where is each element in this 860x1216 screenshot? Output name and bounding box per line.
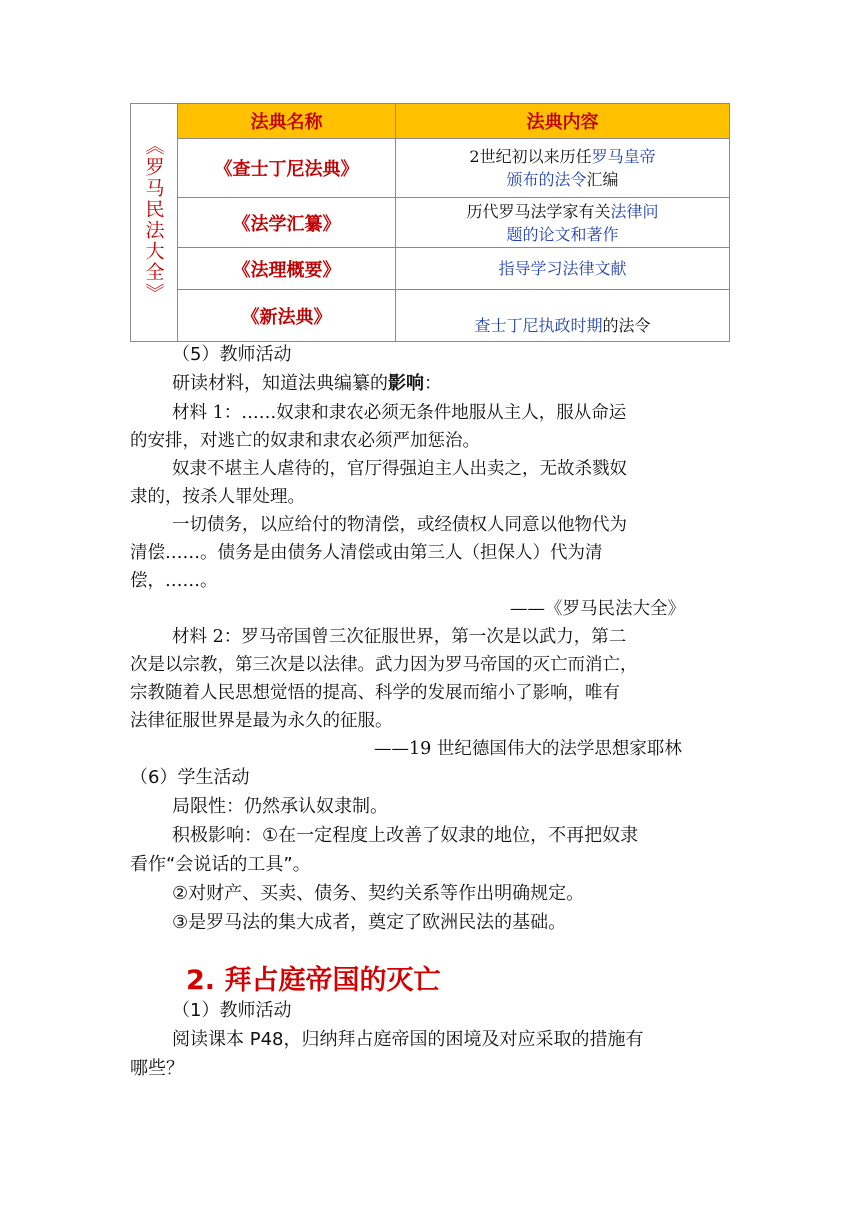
material2-line: 次是以宗教，第三次是以法律。武力因为罗马帝国的灭亡而消亡，: [130, 655, 638, 675]
code-content: 历代罗马法学家有关法律问 题的论文和著作: [396, 198, 730, 248]
section6-line: 积极影响：①在一定程度上改善了奴隶的地位，不再把奴隶: [172, 825, 639, 846]
code-name: 《查士丁尼法典》: [178, 139, 396, 198]
code-name: 《新法典》: [178, 290, 396, 342]
table-row: [131, 139, 730, 198]
material1-line: 一切债务，以应给付的物清偿，或经债权人同意以他物代为: [172, 515, 627, 535]
table-row: [131, 290, 730, 342]
material1-line: 偿，……。: [130, 571, 218, 591]
section6-line: ③是罗马法的集大成者，奠定了欧洲民法的基础。: [172, 912, 567, 933]
part2-line: 哪些？: [130, 1058, 184, 1079]
code-name: 《法学汇纂》: [178, 198, 396, 248]
table-row: [131, 248, 730, 290]
table-side-label: 《罗马民法大全》: [131, 104, 178, 342]
part2-title: （1）教师活动: [172, 1000, 292, 1021]
header-content: 法典内容: [396, 104, 730, 139]
section6-line: 看作“会说话的工具”。: [130, 854, 311, 875]
section6-title: （6）学生活动: [130, 767, 250, 788]
section5-intro: 研读材料，知道法典编纂的影响：: [172, 373, 442, 394]
material1-line: 清偿……。债务是由债务人清偿或由第三人（担保人）代为清: [130, 543, 603, 563]
section5-title: （5）教师活动: [172, 344, 292, 365]
material2-source: ——19 世纪德国伟大的法学思想家耶林: [374, 739, 682, 759]
material1-line: 奴隶不堪主人虐待的，官厅得强迫主人出卖之，无故杀戮奴: [172, 459, 627, 479]
section6-line: ②对财产、买卖、债务、契约关系等作出明确规定。: [172, 883, 585, 904]
code-content: 查士丁尼执政时期的法令: [396, 290, 730, 342]
section6-line: 局限性：仍然承认奴隶制。: [172, 796, 388, 817]
material2-line: 宗教随着人民思想觉悟的提高、科学的发展而缩小了影响，唯有: [130, 683, 620, 703]
material1-line: 隶的，按杀人罪处理。: [130, 487, 305, 507]
material2-line: 法律征服世界是最为永久的征服。: [130, 711, 393, 731]
material1-source: ——《罗马民法大全》: [510, 599, 685, 619]
header-name: 法典名称: [178, 104, 396, 139]
table-row: [131, 198, 730, 248]
material2-line: 材料 2：罗马帝国曾三次征服世界，第一次是以武力，第二: [172, 627, 627, 647]
material1-line: 材料 1：……奴隶和隶农必须无条件地服从主人，服从命运: [172, 403, 627, 423]
code-content: 2世纪初以来历任罗马皇帝 颁布的法令汇编: [396, 139, 730, 198]
part2-heading: 2. 拜占庭帝国的灭亡: [186, 965, 441, 996]
code-table: [130, 103, 730, 342]
code-name: 《法理概要》: [178, 248, 396, 290]
material1-line: 的安排，对逃亡的奴隶和隶农必须严加惩治。: [130, 431, 480, 451]
code-content: 指导学习法律文献: [396, 248, 730, 290]
part2-line: 阅读课本 P48，归纳拜占庭帝国的困境及对应采取的措施有: [172, 1029, 644, 1050]
